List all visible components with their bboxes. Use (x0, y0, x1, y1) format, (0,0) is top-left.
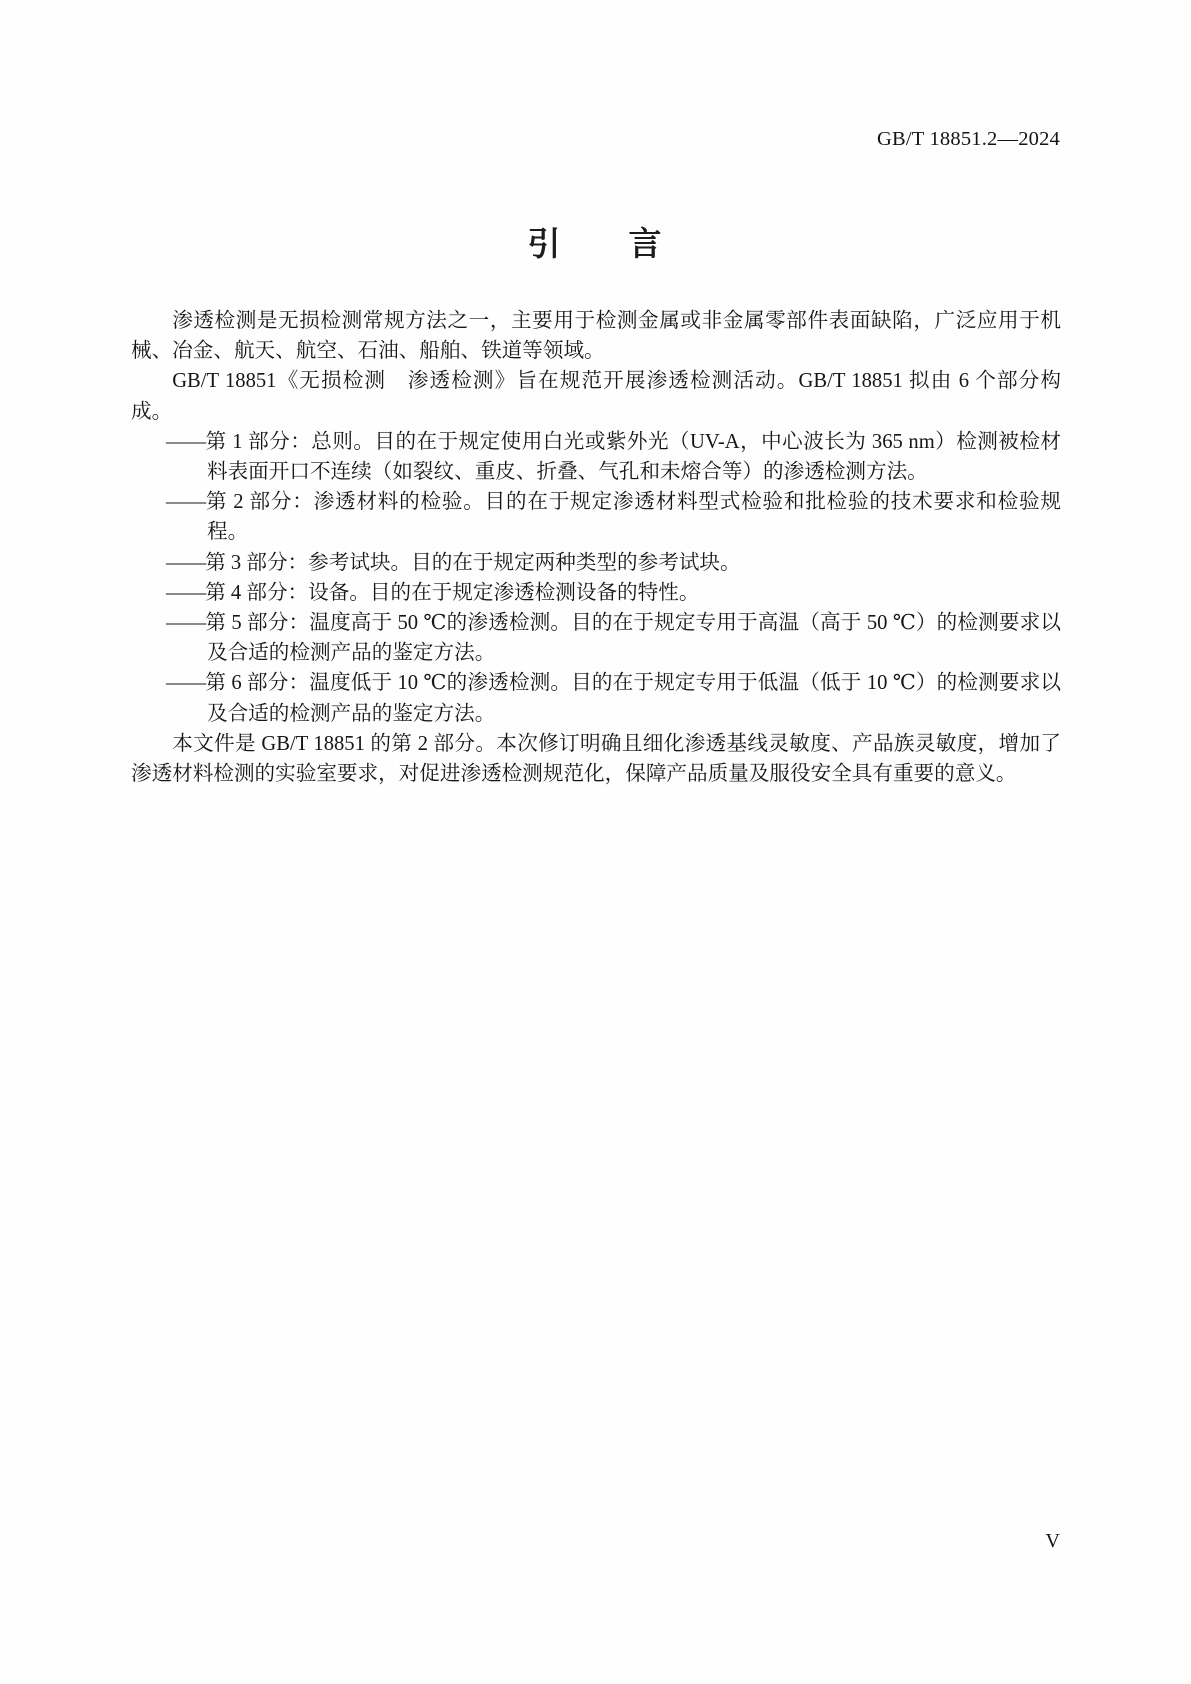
list-item-part-5 (131, 608, 1061, 668)
page-number (0, 1530, 1060, 1553)
list-item-part-4 (131, 578, 1061, 608)
list-item-part-1 (131, 427, 1061, 487)
list-item-text: 第 6 部分：温度低于 10 ℃的渗透检测。目的在于规定专用于低温（低于 10 ℃）的检测要求以及合适的检测产品的鉴定方法。 (205, 672, 1061, 725)
list-dash: —— (166, 581, 206, 604)
list-item-part-2 (131, 487, 1061, 547)
running-head-text: GB/T 18851.2—2024 (877, 128, 1060, 150)
list-item-text: 第 4 部分：设备。目的在于规定渗透检测设备的特性。 (205, 581, 700, 604)
page-number-text: V (1045, 1530, 1060, 1552)
list-item-part-6 (131, 668, 1061, 728)
paragraph-intro-1: 渗透检测是无损检测常规方法之一，主要用于检测金属或非金属零部件表面缺陷，广泛应用于机械、冶金、航天、航空、石油、船舶、铁道等领域。 (131, 310, 1061, 363)
list-item-text: 第 1 部分：总则。目的在于规定使用白光或紫外光（UV-A，中心波长为 365 nm）检测被检材料表面开口不连续（如裂纹、重皮、折叠、气孔和未熔合等）的渗透检测方法。 (205, 430, 1061, 484)
list-item-text: 第 3 部分：参考试块。目的在于规定两种类型的参考试块。 (205, 551, 741, 574)
list-dash: —— (166, 672, 206, 695)
section-title-char-1: 引 (527, 224, 563, 263)
page-title (0, 218, 1191, 265)
list-dash: —— (166, 430, 206, 453)
introduction-body (131, 306, 1061, 789)
list-dash: —— (166, 612, 206, 635)
list-dash: —— (166, 551, 206, 574)
paragraph-intro-3: 本文件是 GB/T 18851 的第 2 部分。本次修订明确且细化渗透基线灵敏度、产品族灵敏度，增加了渗透材料检测的实验室要求，对促进渗透检测规范化，保障产品质量及服役安全具有重要的意义。 (131, 732, 1061, 786)
list-item-part-3 (131, 548, 1061, 578)
section-title-char-2: 言 (628, 224, 664, 263)
list-item-text: 第 2 部分：渗透材料的检验。目的在于规定渗透材料型式检验和批检验的技术要求和检验规程。 (205, 491, 1061, 544)
list-item-text: 第 5 部分：温度高于 50 ℃的渗透检测。目的在于规定专用于高温（高于 50 ℃）的检测要求以及合适的检测产品的鉴定方法。 (205, 612, 1061, 665)
list-dash: —— (166, 491, 206, 514)
paragraph-intro-2: GB/T 18851《无损检测 渗透检测》旨在规范开展渗透检测活动。GB/T 18851 拟由 6 个部分构成。 (131, 370, 1061, 423)
running-head (0, 128, 1060, 151)
